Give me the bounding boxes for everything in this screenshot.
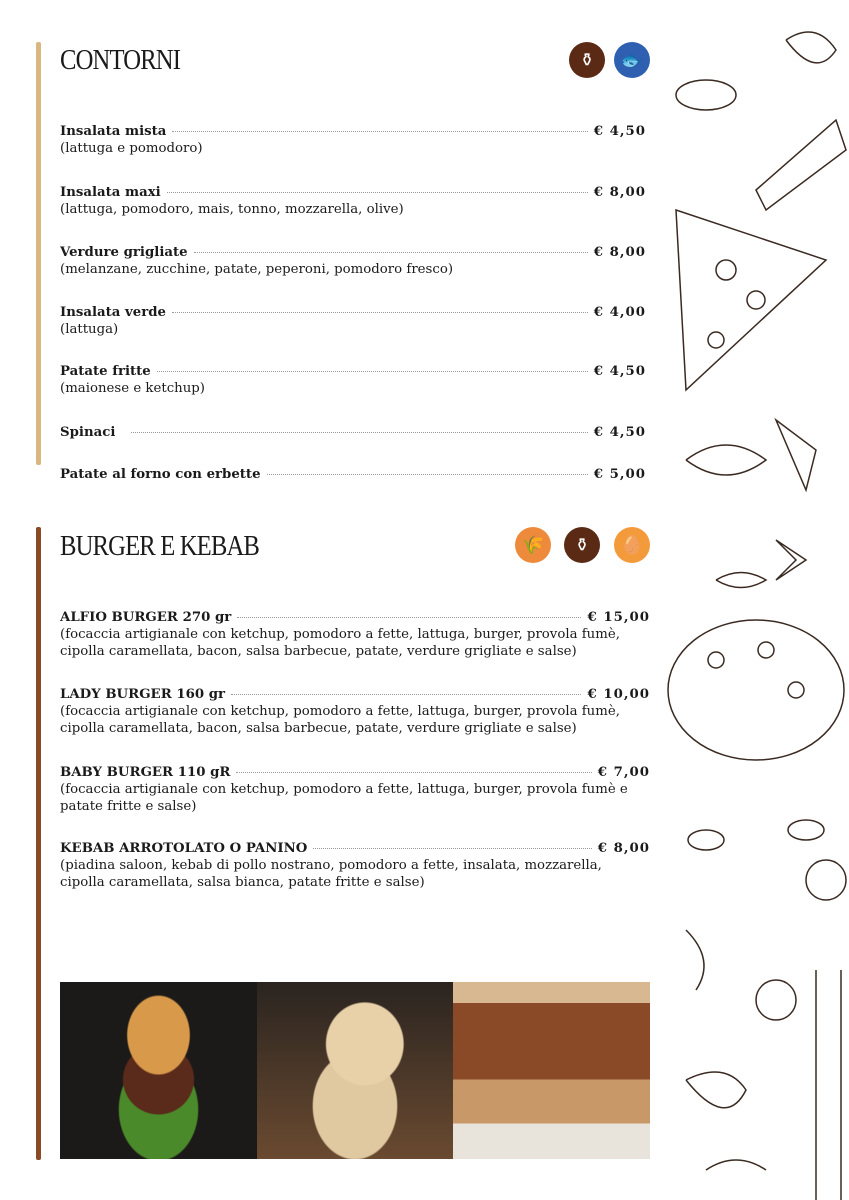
menu-item (60, 244, 646, 278)
oil-jug-icon: ⚱ (569, 42, 605, 78)
item-description: (lattuga) (60, 322, 119, 337)
item-price: € 8,00 (593, 185, 646, 200)
oil-jug-icon: ⚱ (564, 527, 600, 563)
eggs-icon: 🥚 (614, 527, 650, 563)
kebab-photo (453, 982, 650, 1159)
item-description: (focaccia artigianale con ketchup, pomodoro a fette, lattuga, burger, provola fumè, cipolla caramellata, bacon, salsa barbecue, patate, verdure grigliate e salse) (60, 627, 620, 659)
item-price: € 10,00 (587, 687, 650, 702)
leader-dots (157, 371, 588, 372)
item-name: BABY BURGER 110 gR (60, 765, 231, 780)
item-name: Verdure grigliate (60, 245, 188, 260)
menu-item (60, 609, 650, 660)
gluten-icon: 🌾 (515, 527, 551, 563)
food-sketch-decoration (666, 0, 849, 1200)
item-price: € 5,00 (593, 467, 646, 482)
menu-item (60, 686, 650, 737)
item-name: LADY BURGER 160 gr (60, 687, 226, 702)
burger-photo (60, 982, 257, 1159)
item-name: Insalata maxi (60, 185, 161, 200)
item-name: Spinaci (60, 425, 125, 440)
item-name: Insalata mista (60, 124, 167, 139)
item-price: € 4,50 (593, 364, 646, 379)
fish-icon: 🐟 (614, 42, 650, 78)
item-description: (lattuga e pomodoro) (60, 141, 203, 156)
leader-dots (172, 312, 588, 313)
item-price: € 15,00 (587, 610, 650, 625)
burger-title: BURGER E KEBAB (60, 530, 260, 562)
item-description: (maionese e ketchup) (60, 381, 205, 396)
item-description: (focaccia artigianale con ketchup, pomodoro a fette, lattuga, burger, provola fumè e patate fritte e salse) (60, 782, 628, 814)
leader-dots (172, 131, 587, 132)
burger-accent-bar (36, 527, 41, 1160)
item-name: Patate fritte (60, 364, 151, 379)
menu-item (60, 764, 650, 815)
menu-item (60, 424, 646, 441)
menu-item (60, 466, 646, 483)
leader-dots (131, 432, 588, 433)
item-price: € 8,00 (593, 245, 646, 260)
item-price: € 4,00 (593, 305, 646, 320)
item-name: KEBAB ARROTOLATO O PANINO (60, 841, 308, 856)
menu-item (60, 304, 646, 338)
item-description: (focaccia artigianale con ketchup, pomodoro a fette, lattuga, burger, provola fumè, cipolla caramellata, bacon, salsa barbecue, patate, verdure grigliate e salse) (60, 704, 620, 736)
leader-dots (237, 617, 581, 618)
leader-dots (231, 694, 581, 695)
menu-item (60, 840, 650, 891)
item-name: Patate al forno con erbette (60, 467, 261, 482)
leader-dots (313, 848, 591, 849)
food-photos (60, 982, 650, 1159)
item-name: ALFIO BURGER 270 gr (60, 610, 232, 625)
wrap-photo (257, 982, 454, 1159)
leader-dots (236, 772, 591, 773)
item-description: (lattuga, pomodoro, mais, tonno, mozzarella, olive) (60, 202, 404, 217)
leader-dots (267, 474, 588, 475)
item-price: € 7,00 (597, 765, 650, 780)
item-description: (piadina saloon, kebab di pollo nostrano, pomodoro a fette, insalata, mozzarella, cipolla caramellata, salsa bianca, patate fritte e salse) (60, 858, 602, 890)
menu-item (60, 184, 646, 218)
item-price: € 4,50 (593, 124, 646, 139)
leader-dots (194, 252, 588, 253)
contorni-accent-bar (36, 42, 41, 465)
leader-dots (167, 192, 588, 193)
item-description: (melanzane, zucchine, patate, peperoni, pomodoro fresco) (60, 262, 454, 277)
menu-item (60, 123, 646, 157)
item-price: € 4,50 (593, 425, 646, 440)
menu-item (60, 363, 646, 397)
item-price: € 8,00 (597, 841, 650, 856)
item-name: Insalata verde (60, 305, 166, 320)
contorni-title: CONTORNI (60, 44, 181, 76)
